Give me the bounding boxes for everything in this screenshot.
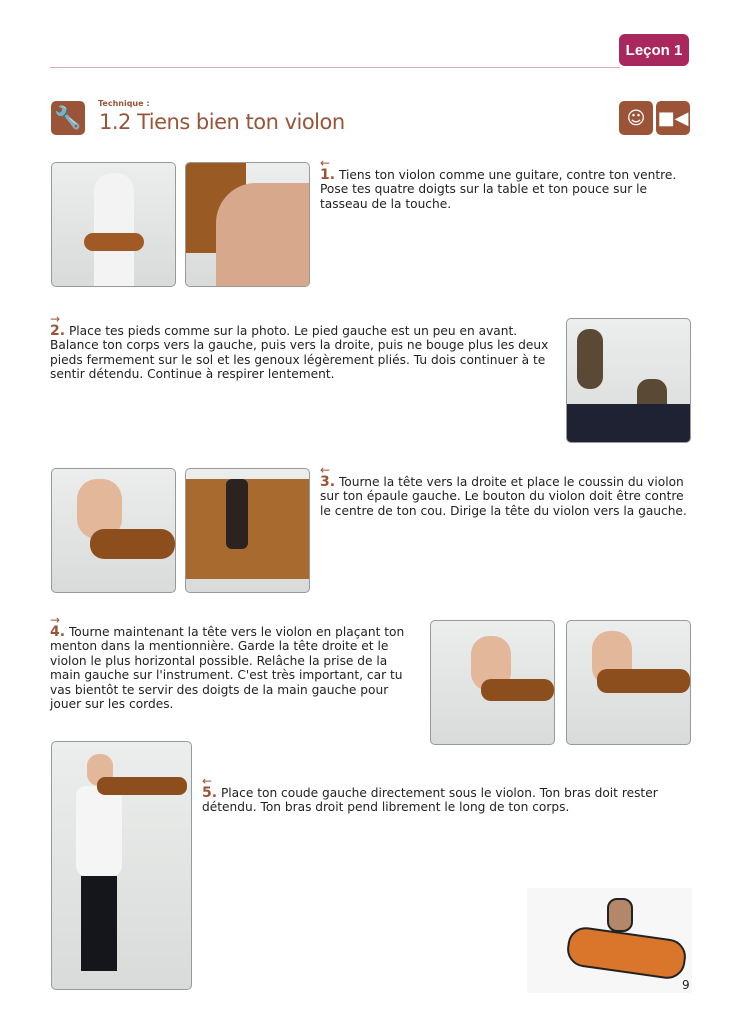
arrow-right-icon: → <box>50 312 61 326</box>
page-title: 1.2 Tiens bien ton violon <box>99 110 345 134</box>
step-text: Tourne maintenant la tête vers le violon en plaçant ton menton dans la mentionnière. Garde la tête droite et le violon le plus horizontal possible. Relâche la prise de la main gauche sur l'instrument. C'est très important, car tu vas bientôt te servir des doigts de la main gauche pour jouer sur les cordes. <box>50 625 405 712</box>
photo-hand-closeup <box>185 162 310 287</box>
step-text: Tourne la tête vers la droite et place le coussin du violon sur ton épaule gauche. Le bouton du violon doit être contre le centre de ton cou. Dirige la tête du violon vers la gauche. <box>320 475 687 518</box>
photo-girl-full-body <box>51 741 192 990</box>
step-text: Place tes pieds comme sur la photo. Le pied gauche est un peu en avant. Balance ton corps vers la gauche, puis vers la droite, puis ne bouge plus les deux pieds fermement sur le sol et les genoux légèrement pliés. Tu dois continuer à te sentir détendu. Continue à respirer lentement. <box>50 324 549 382</box>
step-text: Place ton coude gauche directement sous le violon. Ton bras doit rester détendu. Ton bras droit pend librement le long de ton corps. <box>202 786 658 815</box>
step-5 <box>202 776 682 815</box>
step-number: 1. <box>320 167 336 183</box>
video-camera-icon: ■◀ <box>656 101 690 135</box>
step-number: 4. <box>50 624 66 640</box>
step-1 <box>320 158 690 211</box>
photo-chinrest-closeup <box>185 468 310 593</box>
step-number: 3. <box>320 474 336 490</box>
arrow-right-icon: → <box>50 613 61 627</box>
wrench-icon: 🔧 <box>51 101 85 135</box>
step-number: 2. <box>50 323 66 339</box>
step-2 <box>50 314 550 382</box>
arrow-left-icon: ← <box>202 774 213 788</box>
people-icon: ☺ <box>619 101 653 135</box>
arrow-left-icon: ← <box>320 156 331 170</box>
page-number: 9 <box>682 978 690 992</box>
photo-girl-violin-front <box>566 620 691 745</box>
photo-girl-turning-head <box>430 620 555 745</box>
lesson-badge: Leçon 1 <box>619 34 689 66</box>
step-number: 5. <box>202 785 218 801</box>
header-divider <box>50 67 620 68</box>
step-4 <box>50 615 420 711</box>
section-kicker: Technique : <box>98 99 150 108</box>
photo-girl-profile-violin <box>51 468 176 593</box>
cartoon-mouse-violin-illustration <box>527 888 692 993</box>
step-text: Tiens ton violon comme une guitare, contre ton ventre. Pose tes quatre doigts sur la table et ton pouce sur le tasseau de la touche. <box>320 168 677 211</box>
photo-feet <box>566 318 691 443</box>
step-3 <box>320 465 690 518</box>
photo-girl-holding-violin-guitar <box>51 162 176 287</box>
arrow-left-icon: ← <box>320 463 331 477</box>
